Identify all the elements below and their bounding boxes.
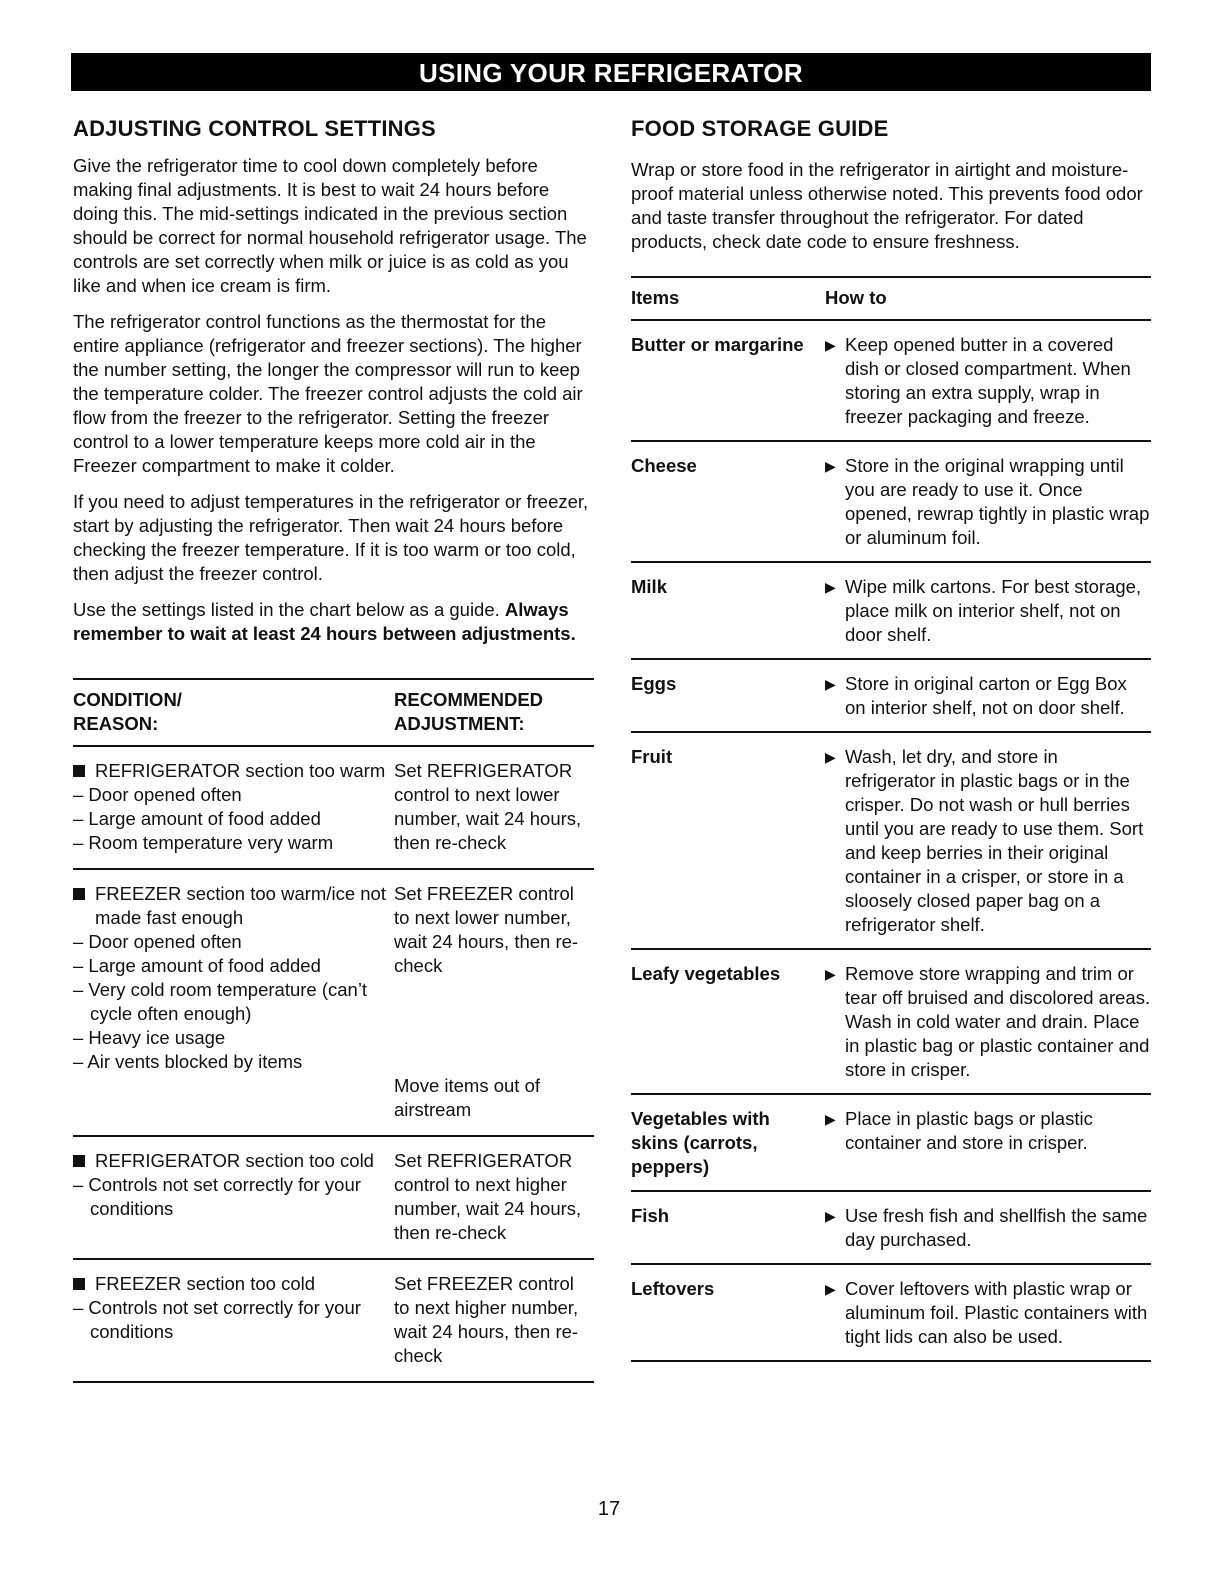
- table-row: [631, 442, 1151, 563]
- adjustment-text: Set REFRIGERATOR control to next lower number, wait 24 hours, then re-check: [394, 760, 582, 853]
- square-bullet-icon: [73, 1278, 85, 1290]
- table-row: [73, 1137, 594, 1260]
- reason-item: – Air vents blocked by items: [73, 1051, 303, 1072]
- item-instructions: Use fresh fish and shellfish the same day purchased.: [845, 1205, 1148, 1250]
- table-row: [631, 1095, 1151, 1192]
- item-instructions: Remove store wrapping and trim or tear off bruised and discolored areas. Wash in cold water and drain. Place in plastic bag or plastic container and store in crisper.: [845, 963, 1151, 1080]
- adjusting-controls-column: [73, 114, 594, 1383]
- item-name: Cheese: [631, 455, 697, 476]
- adjustment-text-secondary: Move items out of airstream: [394, 1075, 541, 1120]
- item-instructions: Store in original carton or Egg Box on interior shelf, not on door shelf.: [845, 673, 1127, 718]
- item-name: Vegetables with skins (carrots, peppers): [631, 1108, 770, 1177]
- triangle-bullet-icon: ▶: [825, 337, 836, 353]
- triangle-bullet-icon: ▶: [825, 1111, 836, 1127]
- reason-item: – Heavy ice usage: [73, 1027, 226, 1048]
- header-recommended: RECOMMENDED: [394, 689, 544, 710]
- item-instructions: Place in plastic bags or plastic container and store in crisper.: [845, 1108, 1093, 1153]
- page-banner: USING YOUR REFRIGERATOR: [71, 53, 1151, 91]
- paragraph-thermostat: The refrigerator control functions as the thermostat for the entire appliance (refrigerator and freezer sections). The higher the number setting, the longer the compressor will run to keep the temperature colder. The freezer control adjusts the cold air flow from the freezer to the refrigerator. Setting the freezer control to a lower temperature keeps more cold air in the Freezer compartment to make it colder.: [73, 311, 583, 476]
- triangle-bullet-icon: ▶: [825, 1281, 836, 1297]
- triangle-bullet-icon: ▶: [825, 1208, 836, 1224]
- header-condition: CONDITION/: [73, 689, 182, 710]
- item-instructions: Wipe milk cartons. For best storage, place milk on interior shelf, not on door shelf.: [845, 576, 1142, 645]
- header-items: Items: [631, 287, 680, 308]
- triangle-bullet-icon: ▶: [825, 458, 836, 474]
- square-bullet-icon: [73, 1155, 85, 1167]
- adjustment-table: [73, 678, 594, 1383]
- adjustment-text: Set FREEZER control to next lower number, wait 24 hours, then re-check: [394, 883, 579, 976]
- storage-heading: FOOD STORAGE GUIDE: [631, 116, 889, 141]
- header-reason: REASON:: [73, 713, 159, 734]
- item-name: Milk: [631, 576, 667, 597]
- reason-item: – Large amount of food added: [73, 808, 321, 829]
- table-row: [73, 747, 594, 870]
- paragraph-adjust-order: If you need to adjust temperatures in the refrigerator or freezer, start by adjusting the refrigerator. Then wait 24 hours before checking the freezer temperature. If it is too warm or too cold, then adjust the freezer control.: [73, 491, 589, 584]
- paragraph-cooldown: Give the refrigerator time to cool down completely before making final adjustments. It is best to wait 24 hours before doing this. The mid-settings indicated in the previous section should be correct for normal household refrigerator usage. The controls are set correctly when milk or juice is as cold as you like and when ice cream is firm.: [73, 155, 587, 296]
- adjustment-text: Set FREEZER control to next higher number, wait 24 hours, then re-check: [394, 1273, 579, 1366]
- item-instructions: Keep opened butter in a covered dish or closed compartment. When storing an extra supply, wrap in freezer packaging and freeze.: [845, 334, 1131, 427]
- guide-warning: Always remember to wait at least 24 hours between adjustments.: [73, 599, 576, 644]
- reason-item: – Door opened often: [73, 931, 242, 952]
- page-number: 17: [597, 1498, 621, 1520]
- item-name: Fish: [631, 1205, 670, 1226]
- condition-title: REFRIGERATOR section too warm: [95, 760, 386, 781]
- condition-title: FREEZER section too cold: [95, 1273, 316, 1294]
- table-row: [631, 1192, 1151, 1265]
- item-name: Butter or margarine: [631, 334, 804, 355]
- item-name: Fruit: [631, 746, 673, 767]
- reason-item: – Controls not set correctly for your conditions: [73, 1174, 361, 1219]
- table-row: [73, 1260, 594, 1383]
- item-name: Leftovers: [631, 1278, 715, 1299]
- triangle-bullet-icon: ▶: [825, 676, 836, 692]
- triangle-bullet-icon: ▶: [825, 749, 836, 765]
- reason-item: – Room temperature very warm: [73, 832, 334, 853]
- header-how-to: How to: [825, 287, 887, 308]
- item-instructions: Wash, let dry, and store in refrigerator in plastic bags or in the crisper. Do not wash or hull berries until you are ready to use them. Sort and keep berries in their original container in a crisper, or store in a sloosely closed paper bag on a refrigerator shelf.: [845, 746, 1144, 935]
- table-row: [631, 321, 1151, 442]
- item-name: Leafy vegetables: [631, 963, 781, 984]
- adjustment-table-header: [73, 680, 594, 747]
- storage-table-header: [631, 278, 1151, 321]
- table-row: [631, 733, 1151, 950]
- reason-item: – Very cold room temperature (can’t cycle often enough): [73, 979, 368, 1024]
- paragraph-storage-intro: Wrap or store food in the refrigerator in airtight and moisture-proof material unless otherwise noted. This prevents food odor and taste transfer throughout the refrigerator. For dated products, check date code to ensure freshness.: [631, 159, 1143, 252]
- table-row: [631, 1265, 1151, 1362]
- square-bullet-icon: [73, 765, 85, 777]
- storage-table: [631, 276, 1151, 1362]
- reason-item: – Controls not set correctly for your conditions: [73, 1297, 361, 1342]
- triangle-bullet-icon: ▶: [825, 966, 836, 982]
- adjustment-text: Set REFRIGERATOR control to next higher number, wait 24 hours, then re-check: [394, 1150, 582, 1243]
- condition-title: FREEZER section too warm/ice not made fast enough: [95, 883, 386, 928]
- condition-title: REFRIGERATOR section too cold: [95, 1150, 374, 1171]
- adjusting-heading: ADJUSTING CONTROL SETTINGS: [73, 116, 436, 141]
- paragraph-guide: [73, 598, 594, 646]
- guide-text: Use the settings listed in the chart below as a guide.: [73, 599, 500, 620]
- square-bullet-icon: [73, 888, 85, 900]
- item-instructions: Store in the original wrapping until you are ready to use it. Once opened, rewrap tightly in plastic wrap or aluminum foil.: [845, 455, 1150, 548]
- header-adjustment: ADJUSTMENT:: [394, 713, 525, 734]
- table-row: [73, 870, 594, 1137]
- item-instructions: Cover leftovers with plastic wrap or aluminum foil. Plastic containers with tight lids can also be used.: [845, 1278, 1148, 1347]
- reason-item: – Large amount of food added: [73, 955, 321, 976]
- table-row: [631, 563, 1151, 660]
- table-row: [631, 950, 1151, 1095]
- item-name: Eggs: [631, 673, 677, 694]
- food-storage-column: [631, 114, 1151, 1362]
- triangle-bullet-icon: ▶: [825, 579, 836, 595]
- table-row: [631, 660, 1151, 733]
- reason-item: – Door opened often: [73, 784, 242, 805]
